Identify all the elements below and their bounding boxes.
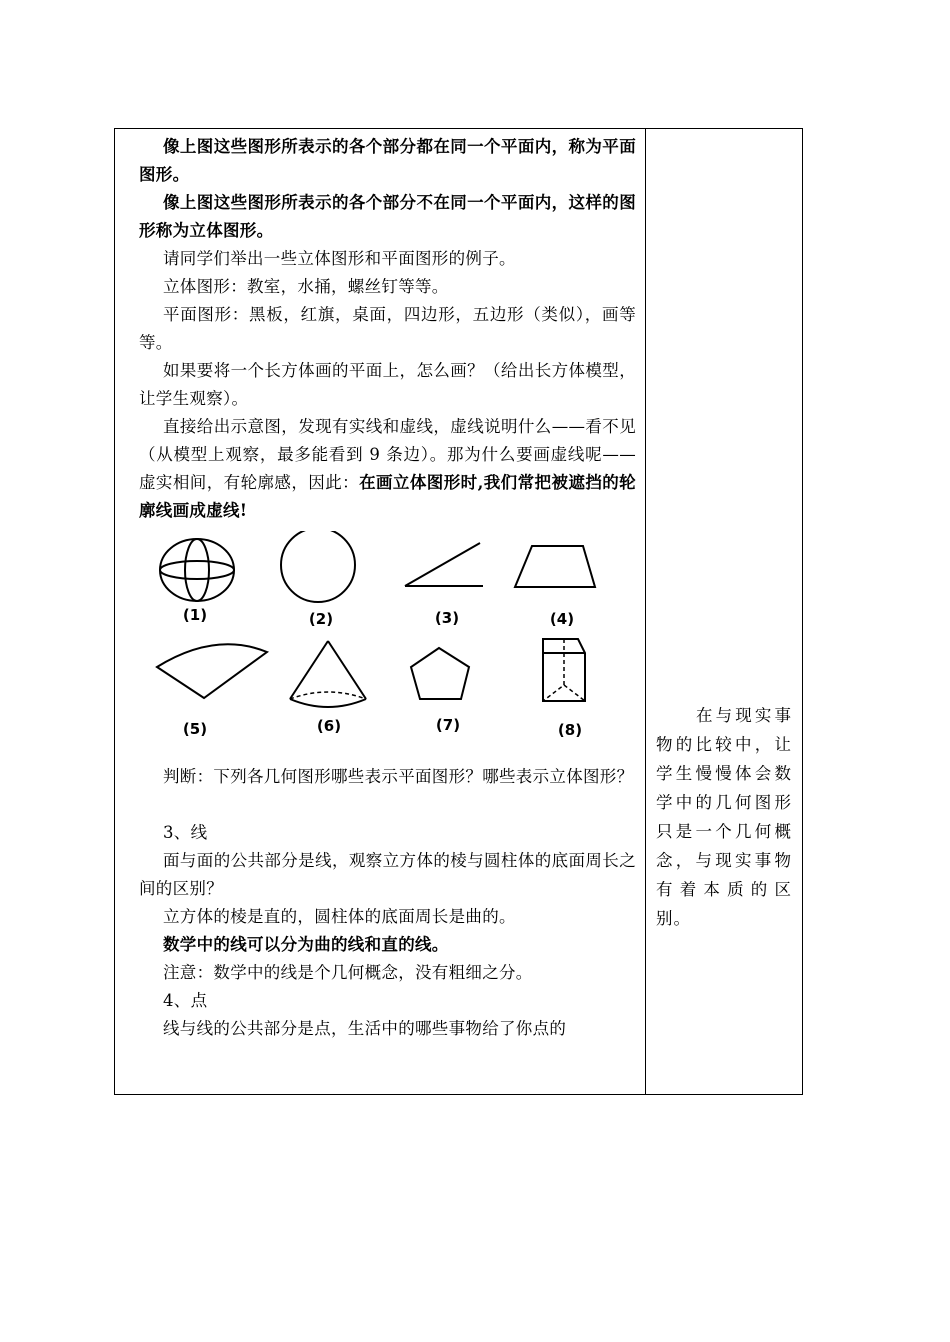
figure-label-5: (5) bbox=[182, 720, 208, 738]
paragraph-plane-examples: 平面图形：黑板，红旗，桌面，四边形，五边形（类似），画等等。 bbox=[139, 305, 636, 352]
notes-cell bbox=[646, 129, 802, 1094]
paragraph-solid-figure: 像上图这些图形所表示的各个部分不在同一个平面内，这样的图形称为立体图形。 bbox=[139, 193, 636, 240]
circle-figure bbox=[281, 531, 355, 602]
figure-label-1: (1) bbox=[182, 606, 208, 624]
paragraph-dashed-lines bbox=[139, 413, 636, 525]
paragraph-solid-examples: 立体图形：教室，水捅，螺丝钉等等。 bbox=[163, 277, 449, 296]
figures-svg bbox=[115, 531, 646, 763]
section-heading-line: 3、线 bbox=[163, 823, 208, 842]
prism-figure bbox=[543, 639, 585, 701]
figure-label-4: (4) bbox=[549, 610, 575, 628]
paragraph-cuboid-question: 如果要将一个长方体画的平面上，怎么画？（给出长方体模型，让学生观察）。 bbox=[139, 361, 636, 408]
dashed-lines-text: 直接给出示意图，发现有实线和虚线，虚线说明什么——看不见（从模型上观察，最多能看到 9 条边）。那为什么要画虚线呢——虚实相间，有轮廓感，因此： bbox=[139, 417, 636, 492]
paragraph-point-definition: 线与线的公共部分是点，生活中的哪些事物给了你点的 bbox=[163, 1019, 567, 1038]
section-heading-point: 4、点 bbox=[163, 991, 208, 1010]
figure-label-2: (2) bbox=[308, 610, 334, 628]
dashed-lines-rule: 在画立体图形时,我们常把被遮挡的轮廓线画成虚线! bbox=[139, 473, 636, 520]
figure-label-8: (8) bbox=[557, 721, 583, 739]
design-note: 在与现实事物的比较中，让学生慢慢体会数学中的几何图形只是一个几何概念，与现实事物有着本质的区别。 bbox=[656, 706, 792, 928]
trapezoid-figure bbox=[515, 546, 595, 587]
paragraph-examples-prompt: 请同学们举出一些立体图形和平面图形的例子。 bbox=[163, 249, 516, 268]
paragraph-plane-figure: 像上图这些图形所表示的各个部分都在同一个平面内，称为平面图形。 bbox=[139, 137, 636, 184]
paragraph-line-note: 注意：数学中的线是个几何概念，没有粗细之分。 bbox=[163, 963, 533, 982]
figure-label-7: (7) bbox=[435, 716, 461, 734]
figure-label-6: (6) bbox=[316, 717, 342, 735]
pentagon-figure bbox=[411, 648, 469, 699]
paragraph-line-types: 数学中的线可以分为曲的线和直的线。 bbox=[163, 935, 449, 954]
cone-figure bbox=[290, 641, 366, 707]
sector-figure bbox=[157, 644, 267, 698]
angle-figure bbox=[405, 543, 483, 586]
sphere-figure bbox=[160, 539, 234, 601]
lesson-table bbox=[114, 128, 803, 1095]
content-cell bbox=[115, 129, 646, 1094]
paragraph-line-definition: 面与面的公共部分是线，观察立方体的棱与圆柱体的底面周长之间的区别？ bbox=[139, 851, 636, 898]
figure-label-3: (3) bbox=[434, 609, 460, 627]
paragraph-line-answer: 立方体的棱是直的，圆柱体的底面周长是曲的。 bbox=[163, 907, 516, 926]
paragraph-judge-question: 判断：下列各几何图形哪些表示平面图形？哪些表示立体图形？ bbox=[163, 767, 634, 786]
geometry-figures bbox=[115, 531, 636, 763]
